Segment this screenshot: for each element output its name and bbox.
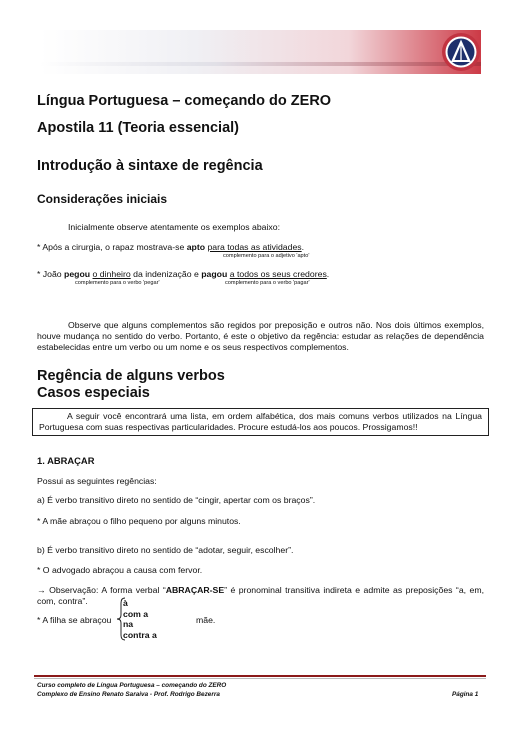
abracar-example-a: * A mãe abraçou o filho pequeno por alguns minutos.	[37, 516, 241, 526]
example-apto-complement: para todas as atividades	[207, 242, 302, 252]
intro-box: A seguir você encontrará uma lista, em ordem alfabética, dos mais comuns verbos utilizados na Língua Portuguesa com suas respectivas particularidades. Procure estudá-los aos poucos. Prossigamos!!	[32, 408, 489, 436]
preposition-option: na	[123, 619, 134, 629]
example-pegou-note2: complemento para o verbo 'pagar'	[225, 280, 310, 286]
course-title: Língua Portuguesa – começando do ZERO	[37, 93, 332, 109]
casos-especiais-title: Casos especiais	[37, 385, 150, 401]
abracar-possui: Possui as seguintes regências:	[37, 476, 157, 486]
footer-author: Complexo de Ensino Renato Saraiva - Prof. Rodrigo Bezerra	[37, 691, 220, 698]
example-apto-suffix: .	[301, 242, 305, 252]
abracar-item-a: a) É verbo transitivo direto no sentido de “cingir, apertar com os braços”.	[37, 495, 316, 505]
regencia-title: Regência de alguns verbos	[37, 368, 225, 384]
example-pegou-p2: da indenização e	[130, 269, 202, 279]
abracar-heading: 1. ABRAÇAR	[37, 455, 95, 466]
example-apto-prefix: * Após a cirurgia, o rapaz mostrava-se	[37, 242, 187, 252]
example-pegou-p1: * João	[37, 269, 65, 279]
example-apto-bold: apto	[186, 242, 206, 252]
example-pegou-note1: complemento para o verbo 'pegar'	[75, 280, 160, 286]
footer-course: Curso completo de Língua Portuguesa – começando do ZERO	[37, 682, 227, 689]
intro-lead: Inicialmente observe atentamente os exemplos abaixo:	[68, 222, 280, 232]
arrow-right-icon: →	[37, 585, 46, 595]
abracar-observacao	[37, 585, 484, 607]
intro-title: Introdução à sintaxe de regência	[37, 158, 263, 174]
header-banner	[40, 30, 481, 74]
footer-rule-shadow	[34, 678, 486, 679]
preposition-option: com a	[123, 608, 149, 619]
example-apto	[37, 242, 304, 253]
abracar-example-c: * A filha se abraçou	[37, 615, 112, 625]
footer-rule	[34, 675, 486, 677]
apostila-title: Apostila 11 (Teoria essencial)	[37, 120, 240, 136]
abracar-item-b: b) É verbo transitivo direto no sentido de “adotar, seguir, escolher”.	[37, 545, 294, 555]
example-pegou-bold1: pegou	[64, 269, 91, 279]
abracar-example-c-end: mãe.	[196, 615, 216, 625]
header-banner-stripe	[40, 62, 481, 66]
example-apto-note: complemento para o adjetivo 'apto'	[223, 253, 310, 259]
example-pegou-suffix: .	[326, 269, 330, 279]
abracar-example-b: * O advogado abraçou a causa com fervor.	[37, 565, 203, 575]
preposition-option: à	[123, 598, 128, 608]
consideracoes-heading: Considerações iniciais	[37, 192, 168, 206]
example-pegou-bold2: pagou	[201, 269, 228, 279]
page-number: Página 1	[452, 691, 479, 698]
example-pegou-complement2: a todos os seus credores	[229, 269, 327, 279]
example-pegou-complement1: o dinheiro	[92, 269, 131, 279]
preposition-option: contra a	[123, 629, 157, 640]
preposition-options	[123, 598, 157, 640]
intro-paragraph: Observe que alguns complementos são regidos por preposição e outros não. Nos dois últimos exemplos, houve mudança no sentido do verbo. Portanto, é este o objetivo da regência: estudar as relações de dependência estabelecidas entre um verbo ou um nome e os seus respectivos complementos.	[37, 320, 484, 352]
logo-icon	[440, 30, 482, 74]
observacao-bold: ABRAÇAR-SE	[165, 585, 225, 595]
observacao-post: ” é pronominal transitiva indireta e admite as preposições “a, em, com, contra”.	[37, 585, 484, 606]
observacao-pre: Observação: A forma verbal “	[45, 585, 166, 595]
example-pegou	[37, 269, 329, 280]
